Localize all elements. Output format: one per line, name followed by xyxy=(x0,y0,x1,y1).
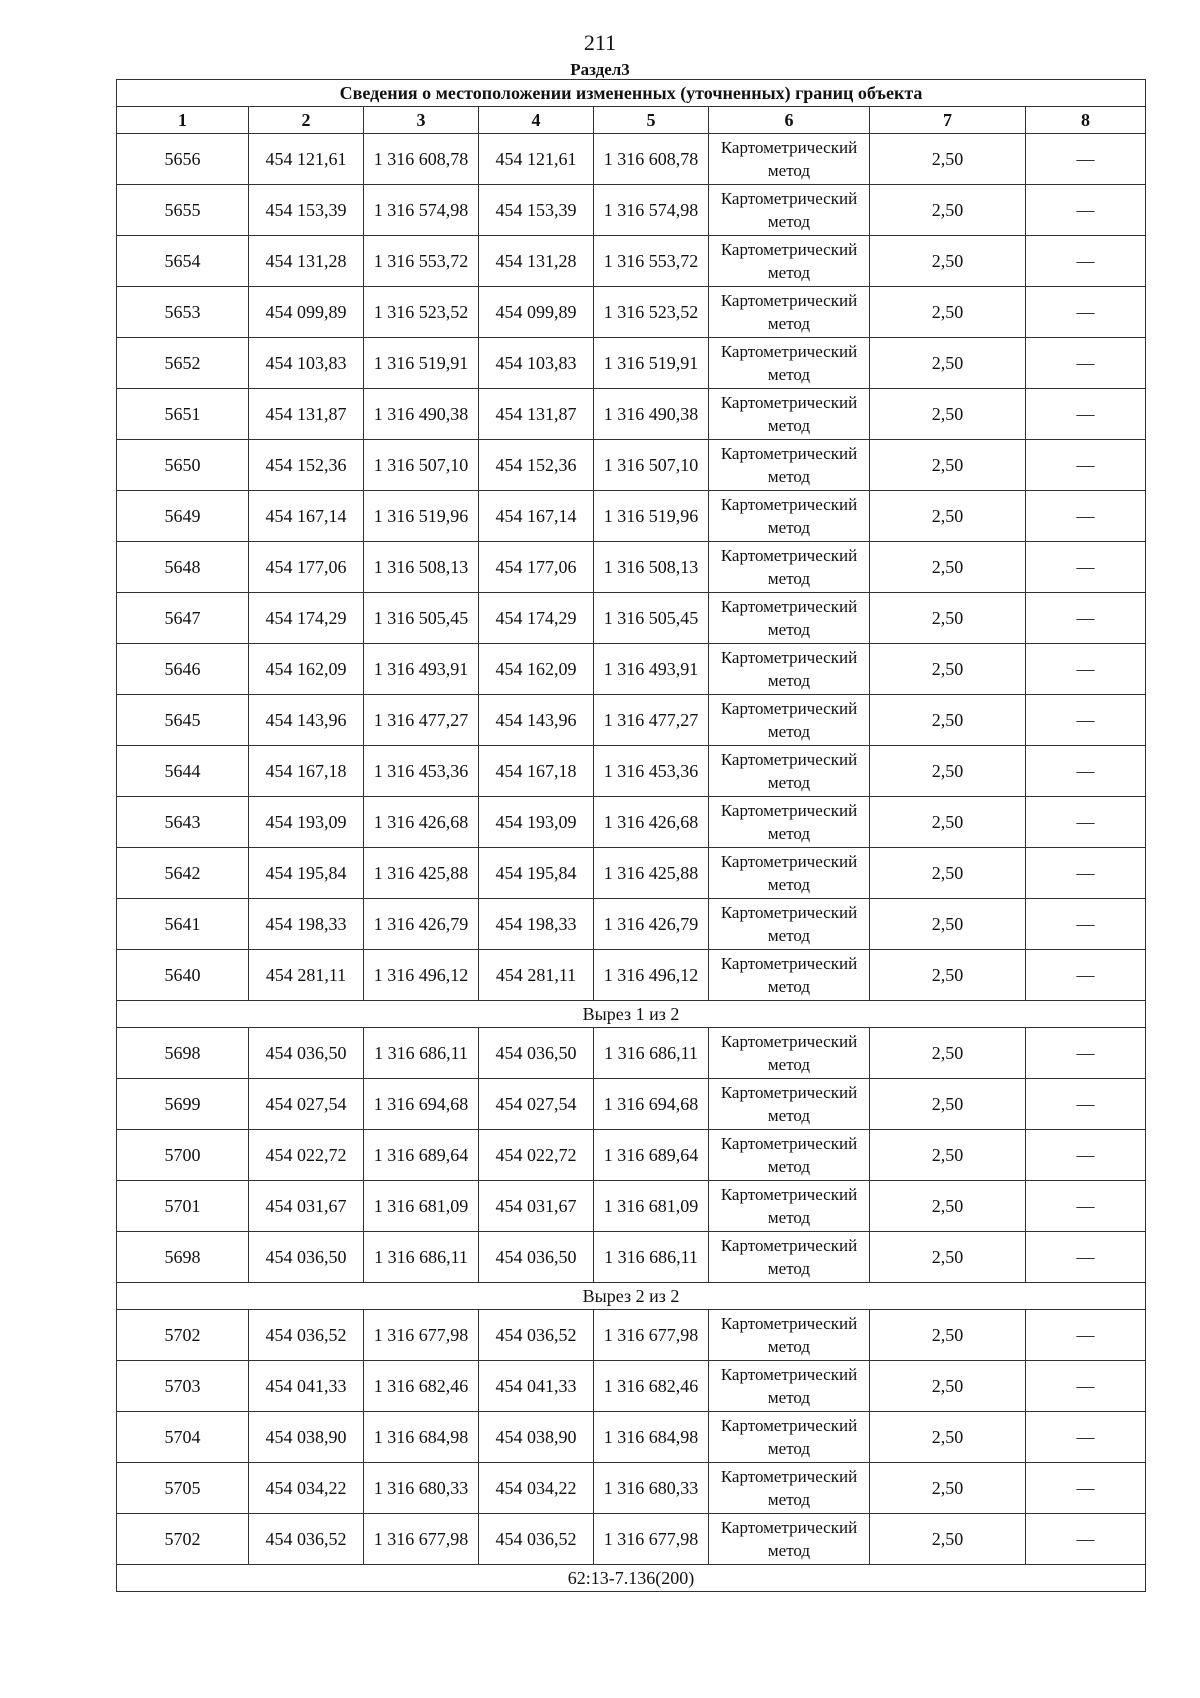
coordinate-cell: 454 198,33 xyxy=(249,899,364,950)
coordinate-cell: 454 131,28 xyxy=(479,236,594,287)
coordinate-cell: 454 031,67 xyxy=(479,1181,594,1232)
page-number: 211 xyxy=(583,30,617,55)
coordinate-cell: 2,50 xyxy=(870,389,1026,440)
method-cell: Картометрический метод xyxy=(709,491,870,542)
empty-dash-cell: — xyxy=(1026,950,1146,1001)
coordinate-cell: 1 316 523,52 xyxy=(594,287,709,338)
method-cell: Картометрический метод xyxy=(709,1310,870,1361)
table-body xyxy=(117,134,1146,1565)
point-number-cell: 5650 xyxy=(117,440,249,491)
coordinate-cell: 2,50 xyxy=(870,848,1026,899)
coordinate-cell: 454 177,06 xyxy=(249,542,364,593)
coordinate-cell: 454 167,14 xyxy=(249,491,364,542)
cutout-label: Вырез 1 из 2 xyxy=(117,1001,1146,1028)
method-cell: Картометрический метод xyxy=(709,1361,870,1412)
coordinate-cell: 2,50 xyxy=(870,1463,1026,1514)
coordinate-cell: 1 316 523,52 xyxy=(364,287,479,338)
empty-dash-cell: — xyxy=(1026,644,1146,695)
method-cell: Картометрический метод xyxy=(709,1130,870,1181)
coordinate-cell: 2,50 xyxy=(870,899,1026,950)
coordinate-cell: 454 041,33 xyxy=(249,1361,364,1412)
point-number-cell: 5698 xyxy=(117,1232,249,1283)
point-number-cell: 5645 xyxy=(117,695,249,746)
coordinate-cell: 1 316 493,91 xyxy=(594,644,709,695)
coordinate-cell: 1 316 574,98 xyxy=(594,185,709,236)
empty-dash-cell: — xyxy=(1026,1463,1146,1514)
method-cell: Картометрический метод xyxy=(709,797,870,848)
coordinate-cell: 454 036,52 xyxy=(479,1514,594,1565)
coordinate-cell: 2,50 xyxy=(870,1310,1026,1361)
coordinate-cell: 1 316 686,11 xyxy=(594,1028,709,1079)
method-cell: Картометрический метод xyxy=(709,134,870,185)
coordinate-cell: 454 153,39 xyxy=(479,185,594,236)
coordinate-cell: 1 316 694,68 xyxy=(594,1079,709,1130)
table-row xyxy=(117,899,1146,950)
table-row xyxy=(117,1079,1146,1130)
coordinate-cell: 454 027,54 xyxy=(249,1079,364,1130)
table-row xyxy=(117,797,1146,848)
table-row xyxy=(117,746,1146,797)
method-cell: Картометрический метод xyxy=(709,848,870,899)
table-row xyxy=(117,1310,1146,1361)
method-cell: Картометрический метод xyxy=(709,1463,870,1514)
coordinate-cell: 1 316 686,11 xyxy=(594,1232,709,1283)
table-row xyxy=(117,236,1146,287)
coordinate-cell: 1 316 453,36 xyxy=(594,746,709,797)
coordinate-cell: 1 316 425,88 xyxy=(364,848,479,899)
table-row xyxy=(117,389,1146,440)
point-number-cell: 5648 xyxy=(117,542,249,593)
point-number-cell: 5698 xyxy=(117,1028,249,1079)
coordinate-cell: 2,50 xyxy=(870,236,1026,287)
coordinate-cell: 1 316 493,91 xyxy=(364,644,479,695)
coordinate-cell: 454 167,18 xyxy=(479,746,594,797)
method-cell: Картометрический метод xyxy=(709,1079,870,1130)
coordinate-cell: 1 316 507,10 xyxy=(594,440,709,491)
coordinate-cell: 1 316 505,45 xyxy=(364,593,479,644)
coordinate-cell: 1 316 608,78 xyxy=(594,134,709,185)
column-header: 6 xyxy=(709,107,870,134)
coordinate-cell: 454 027,54 xyxy=(479,1079,594,1130)
boundary-coordinates-table xyxy=(116,79,1146,1592)
coordinate-cell: 454 031,67 xyxy=(249,1181,364,1232)
coordinate-cell: 454 162,09 xyxy=(479,644,594,695)
coordinate-cell: 1 316 574,98 xyxy=(364,185,479,236)
coordinate-cell: 454 167,14 xyxy=(479,491,594,542)
coordinate-cell: 1 316 682,46 xyxy=(594,1361,709,1412)
table-row xyxy=(117,644,1146,695)
empty-dash-cell: — xyxy=(1026,389,1146,440)
section-label: Раздел3 xyxy=(570,60,630,79)
coordinate-cell: 2,50 xyxy=(870,1079,1026,1130)
table-row xyxy=(117,491,1146,542)
empty-dash-cell: — xyxy=(1026,491,1146,542)
coordinate-cell: 454 131,87 xyxy=(249,389,364,440)
coordinate-cell: 1 316 496,12 xyxy=(364,950,479,1001)
coordinate-cell: 1 316 519,91 xyxy=(364,338,479,389)
coordinate-cell: 2,50 xyxy=(870,491,1026,542)
coordinate-cell: 1 316 681,09 xyxy=(594,1181,709,1232)
empty-dash-cell: — xyxy=(1026,338,1146,389)
table-row xyxy=(117,848,1146,899)
coordinate-cell: 1 316 689,64 xyxy=(364,1130,479,1181)
coordinate-cell: 454 143,96 xyxy=(479,695,594,746)
point-number-cell: 5705 xyxy=(117,1463,249,1514)
coordinate-cell: 1 316 490,38 xyxy=(594,389,709,440)
coordinate-cell: 1 316 677,98 xyxy=(364,1514,479,1565)
coordinate-cell: 1 316 508,13 xyxy=(364,542,479,593)
coordinate-cell: 454 034,22 xyxy=(249,1463,364,1514)
method-cell: Картометрический метод xyxy=(709,338,870,389)
coordinate-cell: 1 316 426,68 xyxy=(364,797,479,848)
coordinate-cell: 1 316 686,11 xyxy=(364,1028,479,1079)
coordinate-cell: 2,50 xyxy=(870,185,1026,236)
point-number-cell: 5656 xyxy=(117,134,249,185)
empty-dash-cell: — xyxy=(1026,134,1146,185)
point-number-cell: 5649 xyxy=(117,491,249,542)
empty-dash-cell: — xyxy=(1026,1514,1146,1565)
empty-dash-cell: — xyxy=(1026,1181,1146,1232)
table-row xyxy=(117,593,1146,644)
coordinate-cell: 454 038,90 xyxy=(479,1412,594,1463)
table-row xyxy=(117,440,1146,491)
coordinate-cell: 2,50 xyxy=(870,440,1026,491)
coordinate-cell: 1 316 453,36 xyxy=(364,746,479,797)
coordinate-cell: 1 316 677,98 xyxy=(594,1310,709,1361)
coordinate-cell: 1 316 553,72 xyxy=(364,236,479,287)
empty-dash-cell: — xyxy=(1026,185,1146,236)
method-cell: Картометрический метод xyxy=(709,1412,870,1463)
coordinate-cell: 1 316 519,91 xyxy=(594,338,709,389)
coordinate-cell: 2,50 xyxy=(870,746,1026,797)
empty-dash-cell: — xyxy=(1026,1028,1146,1079)
method-cell: Картометрический метод xyxy=(709,1232,870,1283)
coordinate-cell: 454 143,96 xyxy=(249,695,364,746)
empty-dash-cell: — xyxy=(1026,1079,1146,1130)
coordinate-cell: 454 281,11 xyxy=(249,950,364,1001)
coordinate-cell: 1 316 682,46 xyxy=(364,1361,479,1412)
method-cell: Картометрический метод xyxy=(709,1028,870,1079)
method-cell: Картометрический метод xyxy=(709,185,870,236)
method-cell: Картометрический метод xyxy=(709,389,870,440)
coordinate-cell: 1 316 681,09 xyxy=(364,1181,479,1232)
coordinate-cell: 2,50 xyxy=(870,695,1026,746)
coordinate-cell: 2,50 xyxy=(870,134,1026,185)
point-number-cell: 5701 xyxy=(117,1181,249,1232)
point-number-cell: 5642 xyxy=(117,848,249,899)
coordinate-cell: 454 036,50 xyxy=(479,1028,594,1079)
point-number-cell: 5702 xyxy=(117,1514,249,1565)
coordinate-cell: 2,50 xyxy=(870,542,1026,593)
coordinate-cell: 454 152,36 xyxy=(249,440,364,491)
coordinate-cell: 454 036,52 xyxy=(249,1514,364,1565)
coordinate-cell: 454 036,50 xyxy=(479,1232,594,1283)
cutout-group-row xyxy=(117,1283,1146,1310)
empty-dash-cell: — xyxy=(1026,440,1146,491)
coordinate-cell: 454 131,28 xyxy=(249,236,364,287)
table-row xyxy=(117,1514,1146,1565)
point-number-cell: 5640 xyxy=(117,950,249,1001)
coordinate-cell: 454 041,33 xyxy=(479,1361,594,1412)
coordinate-cell: 2,50 xyxy=(870,797,1026,848)
point-number-cell: 5704 xyxy=(117,1412,249,1463)
coordinate-cell: 1 316 426,79 xyxy=(594,899,709,950)
point-number-cell: 5651 xyxy=(117,389,249,440)
point-number-cell: 5646 xyxy=(117,644,249,695)
method-cell: Картометрический метод xyxy=(709,644,870,695)
table-row xyxy=(117,695,1146,746)
coordinate-cell: 2,50 xyxy=(870,1028,1026,1079)
cutout-label: Вырез 2 из 2 xyxy=(117,1283,1146,1310)
coordinate-cell: 1 316 508,13 xyxy=(594,542,709,593)
empty-dash-cell: — xyxy=(1026,1361,1146,1412)
coordinate-cell: 1 316 519,96 xyxy=(594,491,709,542)
coordinate-cell: 454 195,84 xyxy=(249,848,364,899)
coordinate-cell: 2,50 xyxy=(870,1130,1026,1181)
method-cell: Картометрический метод xyxy=(709,695,870,746)
coordinate-cell: 454 167,18 xyxy=(249,746,364,797)
coordinate-cell: 2,50 xyxy=(870,1412,1026,1463)
empty-dash-cell: — xyxy=(1026,899,1146,950)
empty-dash-cell: — xyxy=(1026,287,1146,338)
coordinate-cell: 454 034,22 xyxy=(479,1463,594,1514)
coordinate-cell: 454 174,29 xyxy=(479,593,594,644)
table-row xyxy=(117,1412,1146,1463)
method-cell: Картометрический метод xyxy=(709,287,870,338)
point-number-cell: 5655 xyxy=(117,185,249,236)
coordinate-cell: 1 316 426,68 xyxy=(594,797,709,848)
coordinate-cell: 1 316 608,78 xyxy=(364,134,479,185)
coordinate-cell: 454 177,06 xyxy=(479,542,594,593)
empty-dash-cell: — xyxy=(1026,236,1146,287)
coordinate-cell: 454 036,52 xyxy=(479,1310,594,1361)
empty-dash-cell: — xyxy=(1026,1130,1146,1181)
empty-dash-cell: — xyxy=(1026,1232,1146,1283)
coordinate-cell: 1 316 677,98 xyxy=(594,1514,709,1565)
empty-dash-cell: — xyxy=(1026,542,1146,593)
coordinate-cell: 2,50 xyxy=(870,1361,1026,1412)
empty-dash-cell: — xyxy=(1026,695,1146,746)
method-cell: Картометрический метод xyxy=(709,1514,870,1565)
coordinate-cell: 1 316 496,12 xyxy=(594,950,709,1001)
point-number-cell: 5652 xyxy=(117,338,249,389)
table-caption: Сведения о местоположении измененных (уточненных) границ объекта xyxy=(117,80,1146,107)
coordinate-cell: 454 022,72 xyxy=(479,1130,594,1181)
coordinate-cell: 1 316 677,98 xyxy=(364,1310,479,1361)
coordinate-cell: 454 103,83 xyxy=(249,338,364,389)
coordinate-cell: 2,50 xyxy=(870,287,1026,338)
coordinate-cell: 1 316 686,11 xyxy=(364,1232,479,1283)
coordinate-cell: 1 316 680,33 xyxy=(594,1463,709,1514)
column-header: 8 xyxy=(1026,107,1146,134)
coordinate-cell: 1 316 490,38 xyxy=(364,389,479,440)
table-row xyxy=(117,950,1146,1001)
column-header: 1 xyxy=(117,107,249,134)
coordinate-cell: 454 099,89 xyxy=(479,287,594,338)
point-number-cell: 5700 xyxy=(117,1130,249,1181)
coordinate-cell: 454 121,61 xyxy=(249,134,364,185)
column-header: 4 xyxy=(479,107,594,134)
coordinate-cell: 1 316 689,64 xyxy=(594,1130,709,1181)
coordinate-cell: 454 022,72 xyxy=(249,1130,364,1181)
cutout-group-row xyxy=(117,1001,1146,1028)
table-row xyxy=(117,1232,1146,1283)
method-cell: Картометрический метод xyxy=(709,899,870,950)
table-row xyxy=(117,338,1146,389)
empty-dash-cell: — xyxy=(1026,797,1146,848)
method-cell: Картометрический метод xyxy=(709,593,870,644)
coordinate-cell: 2,50 xyxy=(870,644,1026,695)
coordinate-cell: 454 099,89 xyxy=(249,287,364,338)
coordinate-cell: 454 198,33 xyxy=(479,899,594,950)
table-row xyxy=(117,1028,1146,1079)
table-row xyxy=(117,185,1146,236)
point-number-cell: 5653 xyxy=(117,287,249,338)
column-header: 5 xyxy=(594,107,709,134)
coordinate-cell: 454 174,29 xyxy=(249,593,364,644)
coordinate-cell: 454 281,11 xyxy=(479,950,594,1001)
method-cell: Картометрический метод xyxy=(709,542,870,593)
coordinate-cell: 1 316 694,68 xyxy=(364,1079,479,1130)
coordinate-cell: 2,50 xyxy=(870,1232,1026,1283)
coordinate-cell: 1 316 477,27 xyxy=(594,695,709,746)
coordinate-cell: 1 316 426,79 xyxy=(364,899,479,950)
empty-dash-cell: — xyxy=(1026,1310,1146,1361)
coordinate-cell: 454 153,39 xyxy=(249,185,364,236)
coordinate-cell: 454 036,50 xyxy=(249,1028,364,1079)
point-number-cell: 5703 xyxy=(117,1361,249,1412)
empty-dash-cell: — xyxy=(1026,593,1146,644)
method-cell: Картометрический метод xyxy=(709,950,870,1001)
column-header: 3 xyxy=(364,107,479,134)
coordinate-cell: 2,50 xyxy=(870,593,1026,644)
coordinate-cell: 1 316 519,96 xyxy=(364,491,479,542)
method-cell: Картометрический метод xyxy=(709,1181,870,1232)
coordinate-cell: 454 121,61 xyxy=(479,134,594,185)
coordinate-cell: 454 162,09 xyxy=(249,644,364,695)
point-number-cell: 5641 xyxy=(117,899,249,950)
coordinate-cell: 454 193,09 xyxy=(249,797,364,848)
empty-dash-cell: — xyxy=(1026,1412,1146,1463)
coordinate-cell: 454 036,52 xyxy=(249,1310,364,1361)
column-header: 7 xyxy=(870,107,1026,134)
coordinate-cell: 1 316 505,45 xyxy=(594,593,709,644)
coordinate-cell: 1 316 553,72 xyxy=(594,236,709,287)
coordinate-cell: 1 316 684,98 xyxy=(594,1412,709,1463)
coordinate-cell: 454 038,90 xyxy=(249,1412,364,1463)
empty-dash-cell: — xyxy=(1026,848,1146,899)
coordinate-cell: 454 193,09 xyxy=(479,797,594,848)
coordinate-cell: 454 195,84 xyxy=(479,848,594,899)
point-number-cell: 5647 xyxy=(117,593,249,644)
coordinate-cell: 2,50 xyxy=(870,338,1026,389)
table-row xyxy=(117,1130,1146,1181)
point-number-cell: 5702 xyxy=(117,1310,249,1361)
coordinate-cell: 1 316 507,10 xyxy=(364,440,479,491)
table-row xyxy=(117,1361,1146,1412)
method-cell: Картометрический метод xyxy=(709,236,870,287)
table-row xyxy=(117,134,1146,185)
point-number-cell: 5699 xyxy=(117,1079,249,1130)
coordinate-cell: 454 103,83 xyxy=(479,338,594,389)
coordinate-cell: 454 131,87 xyxy=(479,389,594,440)
empty-dash-cell: — xyxy=(1026,746,1146,797)
coordinate-cell: 454 036,50 xyxy=(249,1232,364,1283)
table-row xyxy=(117,1181,1146,1232)
table-row xyxy=(117,287,1146,338)
footer-code: 62:13-7.136(200) xyxy=(117,1565,1146,1592)
column-header-row xyxy=(117,107,1146,134)
method-cell: Картометрический метод xyxy=(709,440,870,491)
coordinate-cell: 1 316 477,27 xyxy=(364,695,479,746)
coordinate-cell: 1 316 684,98 xyxy=(364,1412,479,1463)
table-row xyxy=(117,542,1146,593)
coordinate-cell: 2,50 xyxy=(870,1514,1026,1565)
point-number-cell: 5644 xyxy=(117,746,249,797)
method-cell: Картометрический метод xyxy=(709,746,870,797)
coordinate-cell: 2,50 xyxy=(870,950,1026,1001)
point-number-cell: 5643 xyxy=(117,797,249,848)
table-row xyxy=(117,1463,1146,1514)
coordinate-cell: 454 152,36 xyxy=(479,440,594,491)
coordinate-cell: 1 316 425,88 xyxy=(594,848,709,899)
coordinate-cell: 1 316 680,33 xyxy=(364,1463,479,1514)
coordinate-cell: 2,50 xyxy=(870,1181,1026,1232)
point-number-cell: 5654 xyxy=(117,236,249,287)
column-header: 2 xyxy=(249,107,364,134)
